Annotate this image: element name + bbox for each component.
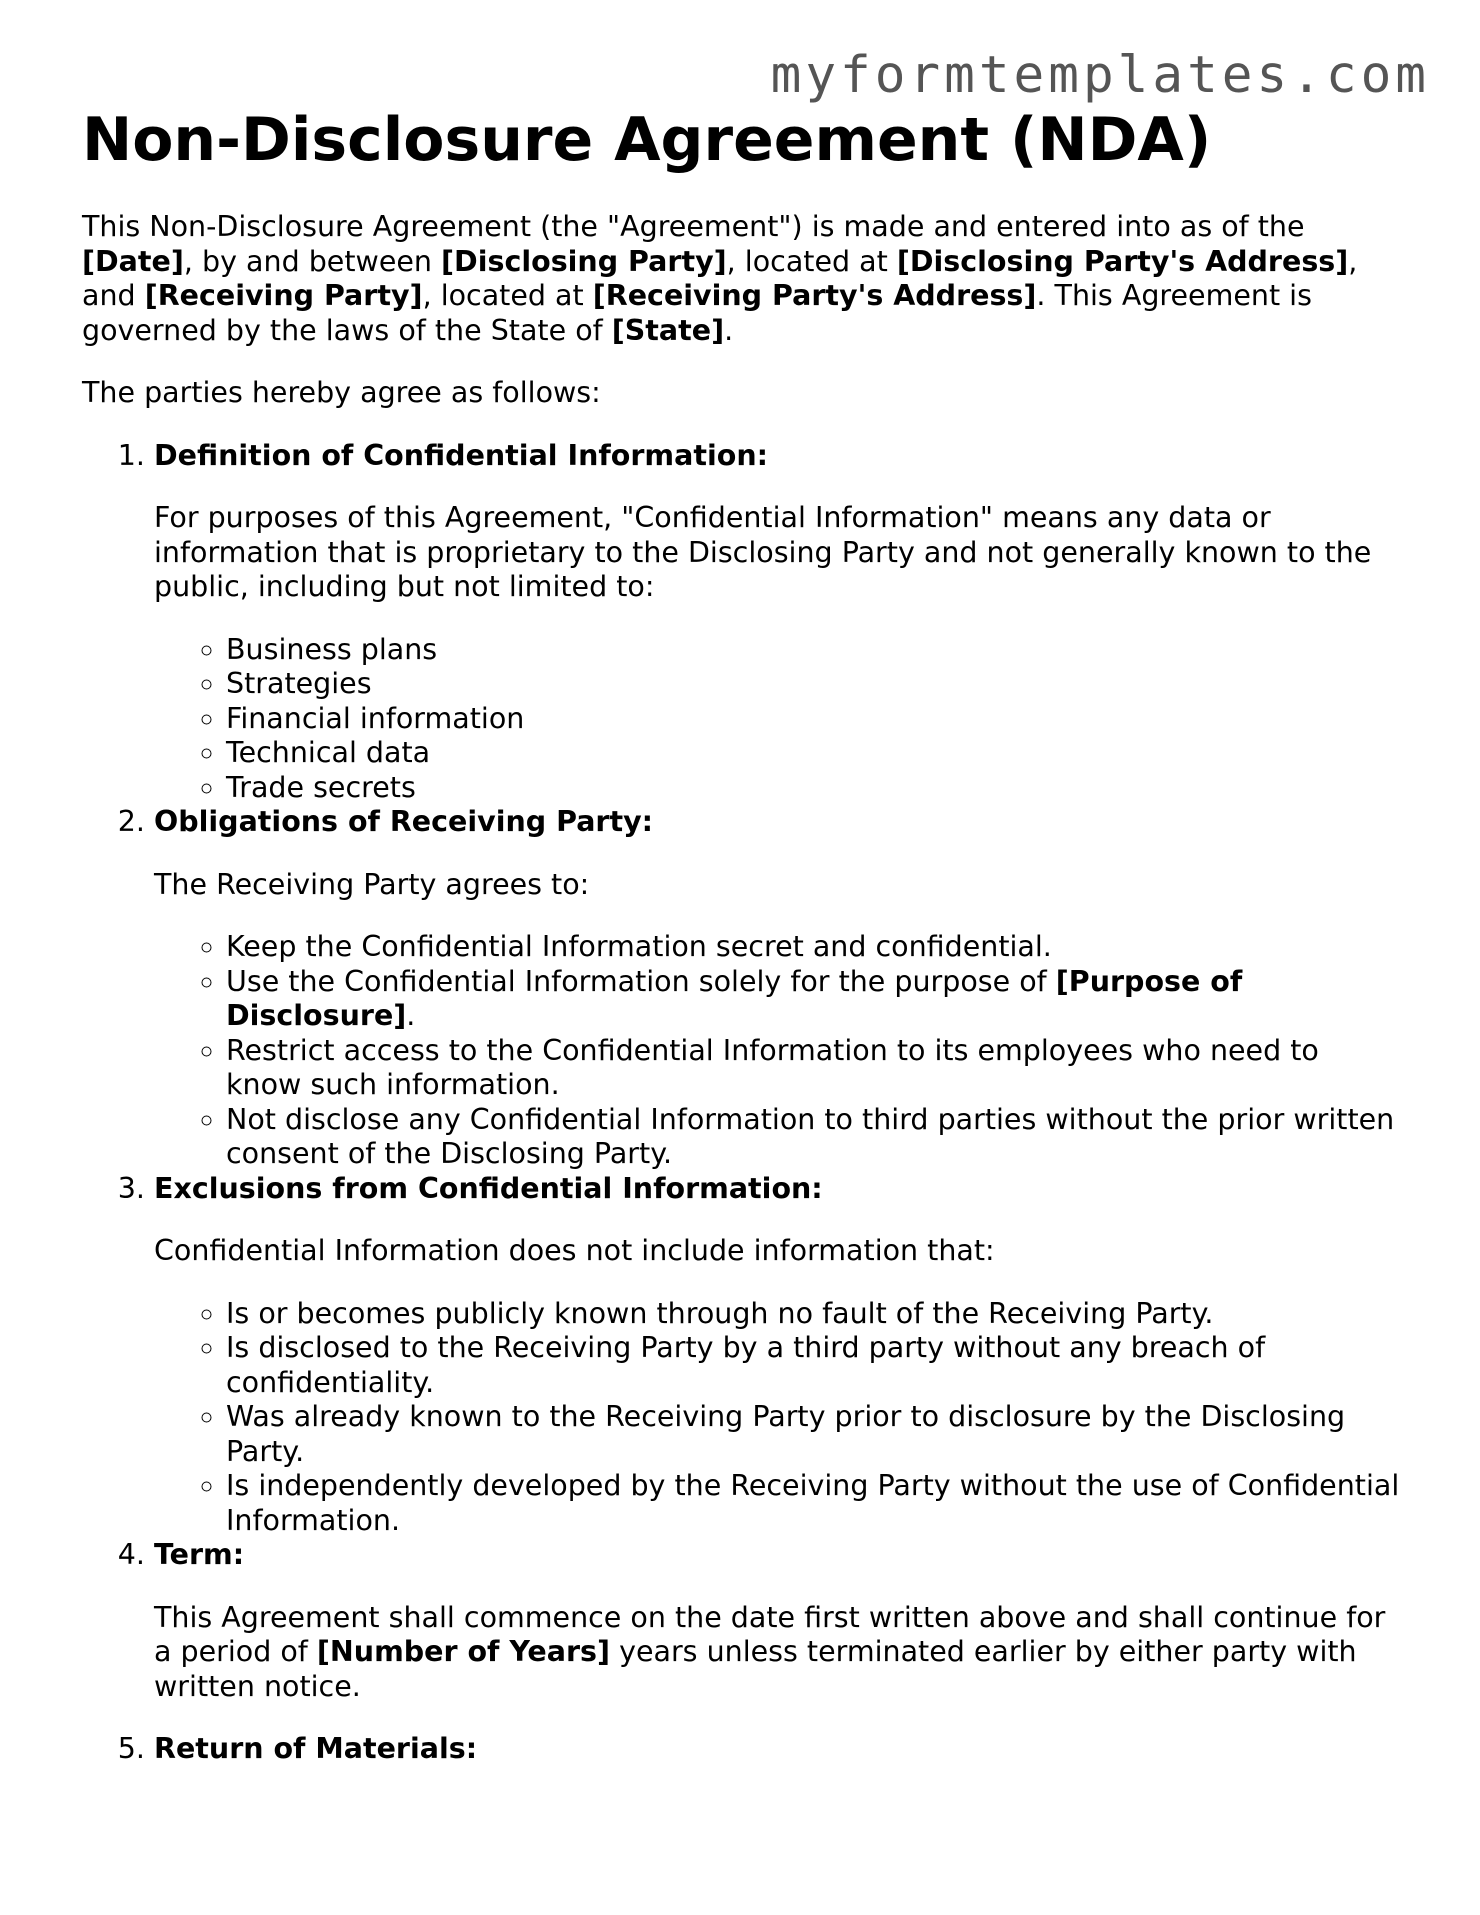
- section-body: For purposes of this Agreement, "Confidential Information" means any data or information that is proprietary to the Disclosing Party and not generally known to the public, including but not limited to:: [154, 501, 1372, 603]
- list-item: ◦ Not disclose any Confidential Information to third parties without the prior written consent of the Disclosing Party.: [226, 1103, 1402, 1172]
- section-title: Term:: [154, 1538, 245, 1571]
- intro-text: , located at: [726, 244, 897, 278]
- section-exclusions: [154, 1172, 1402, 1539]
- list-item: ◦ Restrict access to the Confidential Information to its employees who need to know such information.: [226, 1034, 1402, 1103]
- disclosing-party-placeholder: [Disclosing Party]: [441, 244, 727, 278]
- list-item: ◦ Technical data: [226, 736, 1402, 771]
- date-placeholder: [Date]: [82, 244, 184, 278]
- intro-text: .: [724, 313, 734, 347]
- disclosing-address-placeholder: [Disclosing Party's Address]: [896, 244, 1349, 278]
- watermark: myformtemplates.com: [770, 46, 1430, 105]
- document-title: Non-Disclosure Agreement (NDA): [82, 105, 1212, 175]
- list-item: ◦ Trade secrets: [226, 771, 1402, 806]
- section-return-of-materials: [154, 1732, 1402, 1767]
- intro-text: This Non-Disclosure Agreement (the "Agreement") is made and entered into as of the: [82, 210, 1305, 243]
- list-item: ◦ Was already known to the Receiving Party prior to disclosure by the Disclosing Party.: [226, 1400, 1402, 1469]
- receiving-party-placeholder: [Receiving Party]: [144, 279, 423, 312]
- section-body: [154, 1601, 1402, 1705]
- section-title: Definition of Confidential Information:: [154, 438, 769, 472]
- years-placeholder: [Number of Years]: [316, 1635, 611, 1668]
- list-item: ◦ Is independently developed by the Receiving Party without the use of Confidential Information.: [226, 1469, 1402, 1538]
- section-term: [154, 1538, 1402, 1704]
- lead-sentence: The parties hereby agree as follows:: [82, 376, 601, 409]
- intro-text: . This Agreement is governed by the laws of the State of: [82, 279, 1312, 347]
- list-item: ◦ Is or becomes publicly known through no fault of the Receiving Party.: [226, 1297, 1402, 1332]
- section-sublist: [154, 1297, 1402, 1539]
- section-title: Obligations of Receiving Party:: [154, 805, 654, 838]
- list-item: [226, 965, 1402, 1034]
- section-obligations: [154, 805, 1402, 1172]
- term-text: years unless terminated earlier by either party with written notice.: [154, 1635, 1357, 1703]
- purpose-placeholder: [Purpose of Disclosure]: [226, 964, 1243, 1032]
- sections-list: [82, 439, 1402, 1767]
- list-item-text: Use the Confidential Information solely for the purpose of: [226, 964, 1056, 998]
- section-title: Return of Materials:: [154, 1732, 478, 1765]
- list-item: ◦ Business plans: [226, 633, 1402, 668]
- list-item: ◦ Keep the Confidential Information secret and confidential.: [226, 930, 1402, 965]
- section-sublist: [154, 930, 1402, 1172]
- list-item: ◦ Is disclosed to the Receiving Party by a third party without any breach of confidentiality.: [226, 1331, 1402, 1400]
- intro-text: , located at: [422, 279, 593, 312]
- section-title: Exclusions from Confidential Information:: [154, 1171, 823, 1205]
- intro-text: , by and between: [183, 244, 442, 278]
- section-body: Confidential Information does not include information that:: [154, 1234, 995, 1267]
- section-definition: [154, 439, 1402, 806]
- intro-paragraph: [82, 210, 1402, 348]
- list-item-text: .: [406, 999, 416, 1032]
- list-item: ◦ Strategies: [226, 667, 1402, 702]
- intro-text: , and: [82, 244, 1358, 312]
- state-placeholder: [State]: [611, 313, 725, 347]
- section-sublist: [154, 633, 1402, 806]
- section-body: The Receiving Party agrees to:: [154, 867, 590, 901]
- document-page: [82, 102, 1402, 1767]
- receiving-address-placeholder: [Receiving Party's Address]: [592, 279, 1037, 312]
- list-item: ◦ Financial information: [226, 702, 1402, 737]
- term-text: This Agreement shall commence on the date first written above and shall continue for a period of: [154, 1600, 1386, 1668]
